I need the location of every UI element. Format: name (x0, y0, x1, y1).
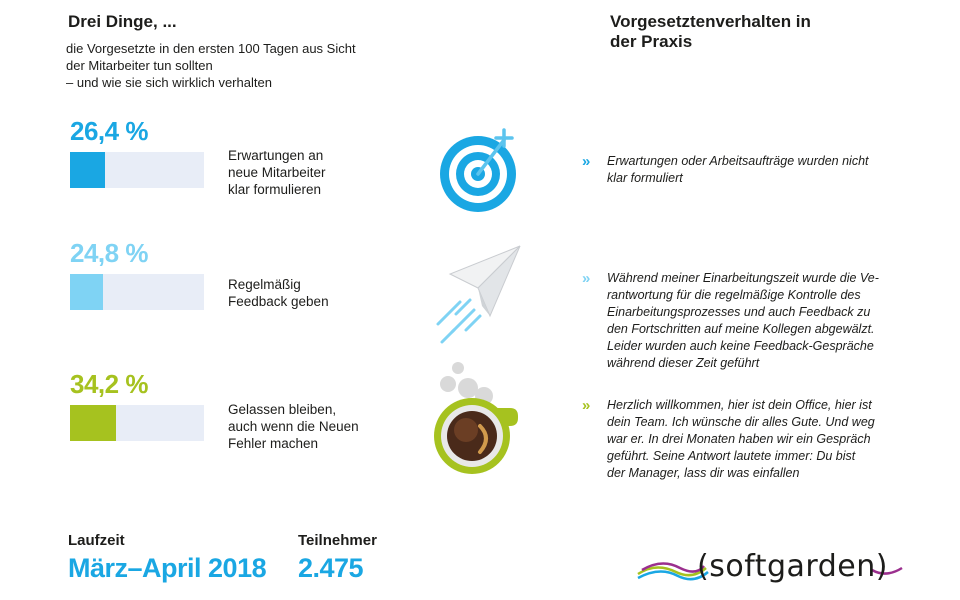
quote-line: den Fortschritten auf meine Kollegen abgewälzt. (607, 322, 875, 336)
runtime-value: März–April 2018 (68, 553, 267, 583)
value-label-2: 24,8 % (70, 238, 148, 268)
runtime-label: Laufzeit (68, 532, 125, 549)
quote-line: Einarbeitungsprozesses und auch Feedback zu (607, 305, 871, 319)
quote-line: der Manager, lass dir was einfallen (607, 466, 800, 480)
value-label-3: 34,2 % (70, 369, 148, 399)
bar-track-1 (70, 152, 204, 188)
bar-track-2 (70, 274, 204, 310)
category-label-line: Gelassen bleiben, (228, 402, 337, 417)
value-label-1: 26,4 % (70, 116, 148, 146)
quote-line: Erwartungen oder Arbeitsaufträge wurden nicht (607, 154, 869, 168)
right-heading-line: Vorgesetztenverhalten in (610, 12, 811, 31)
intro-line: der Mitarbeiter tun sollten (66, 58, 213, 73)
quote-line: Während meiner Einarbeitungszeit wurde die Ve- (607, 271, 879, 285)
target-icon (438, 124, 524, 214)
quote-line: während dieser Zeit geführt (607, 356, 760, 370)
quote-line: rantwortung für die regelmäßige Kontrolle des (607, 288, 861, 302)
category-label-line: Regelmäßig (228, 277, 301, 292)
quote-line: klar formuliert (607, 171, 683, 185)
category-label-line: Feedback geben (228, 294, 329, 309)
quote-line: war er. In drei Monaten haben wir ein Gespräch (607, 432, 871, 446)
quote-marker-1: » (582, 153, 588, 170)
category-label-line: Fehler machen (228, 436, 319, 451)
participants-label: Teilnehmer (298, 532, 377, 549)
quote-line: dein Team. Ich wünsche dir alles Gute. Und weg (607, 415, 875, 429)
intro-line: – und wie sie sich wirklich verhalten (66, 75, 272, 90)
quote-line: Leider wurden auch keine Feedback-Gespräche (607, 339, 874, 353)
category-label-1 (228, 147, 326, 198)
logo-text: (softgarden) (697, 549, 888, 584)
right-heading-line: der Praxis (610, 32, 693, 51)
intro-text (66, 40, 356, 91)
coffee-cup-icon (430, 360, 526, 476)
quote-line: geführt. Seine Antwort lautete immer: Du bist (607, 449, 856, 463)
category-label-line: auch wenn die Neuen (228, 419, 359, 434)
bar-1 (70, 152, 105, 188)
right-heading (610, 12, 870, 52)
quote-line: Herzlich willkommen, hier ist dein Office, hier ist (607, 398, 872, 412)
left-heading: Drei Dinge, ... (68, 12, 177, 31)
category-label-2 (228, 276, 329, 310)
intro-line: die Vorgesetzte in den ersten 100 Tagen aus Sicht (66, 41, 356, 56)
quote-2 (607, 270, 892, 372)
participants-value: 2.475 (298, 553, 364, 583)
bar-2 (70, 274, 103, 310)
quote-marker-2: » (582, 270, 588, 287)
quote-3 (607, 397, 892, 482)
bar-track-3 (70, 405, 204, 441)
category-label-line: Erwartungen an (228, 148, 324, 163)
paper-plane-icon (430, 244, 526, 344)
bar-3 (70, 405, 116, 441)
category-label-line: neue Mitarbeiter (228, 165, 326, 180)
category-label-line: klar formulieren (228, 182, 322, 197)
quote-marker-3: » (582, 397, 588, 414)
category-label-3 (228, 401, 359, 452)
quote-1 (607, 153, 892, 187)
